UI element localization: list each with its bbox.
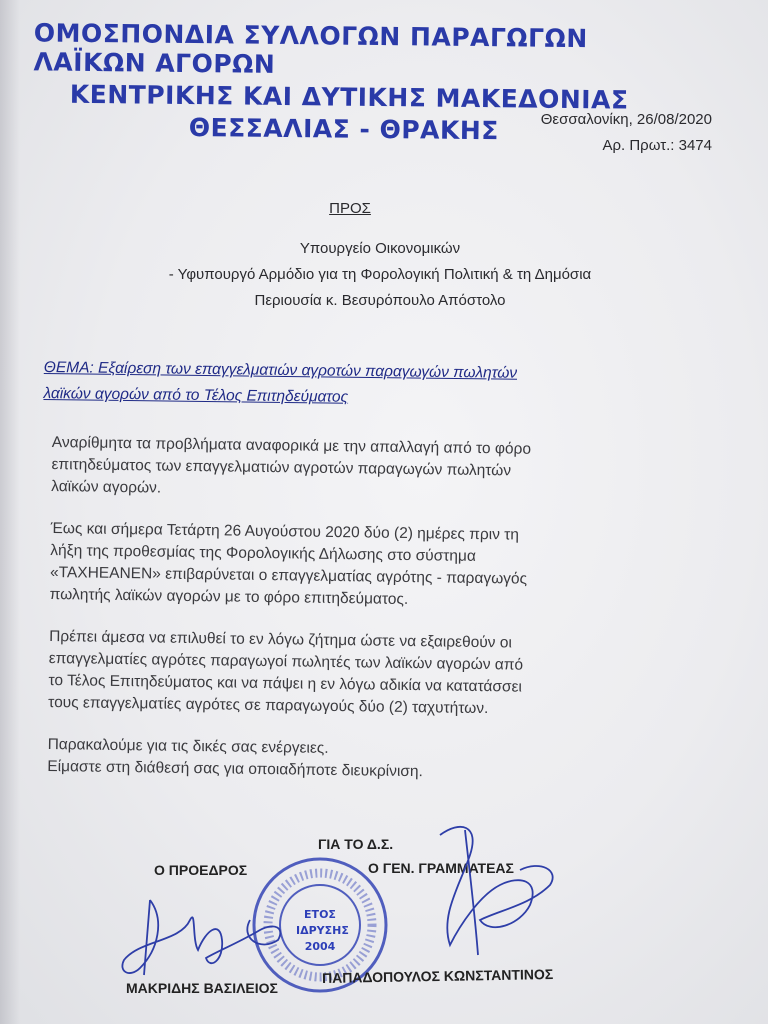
secretary-signature	[420, 815, 570, 965]
recipient-line-2: - Υφυπουργό Αρμόδιο για τη Φορολογική Πολιτική & τη Δημόσια	[168, 266, 592, 283]
stamp-line-2: ΙΔΡΥΣΗΣ	[296, 924, 349, 937]
body-line: Έως και σήμερα Τετάρτη 26 Αυγούστου 2020 δύο (2) ημέρες πριν τη	[50, 519, 520, 544]
body-line: πωλητής λαϊκών αγορών με το φόρο επιτηδεύματος.	[49, 585, 409, 608]
stamp-line-3: 2004	[304, 940, 336, 953]
letterhead-line-3: ΘΕΣΣΑΛΙΑΣ - ΘΡΑΚΗΣ	[188, 112, 499, 146]
subject-line-2: λαϊκών αγορών από το Τέλος Επιτηδεύματος	[43, 384, 349, 406]
body-line: τους επαγγελματίες αγρότες σε παραγωγούς δύο (2) ταχυτήτων.	[48, 693, 489, 718]
president-signature	[110, 880, 310, 990]
letter-body	[47, 432, 672, 807]
paragraph-1	[51, 432, 672, 507]
paragraph-3	[48, 626, 669, 723]
body-line: το Τέλος Επιτηδεύματος και να πάψει η εν λόγω αδικία να κατατάσσει	[48, 671, 523, 696]
recipient-block	[0, 236, 760, 314]
secretary-name: ΠΑΠΑΔΟΠΟΥΛΟΣ ΚΩΝΣΤΑΝΤΙΝΟΣ	[321, 965, 554, 987]
page-edge-shadow	[0, 0, 20, 1024]
body-line: Αναρίθμητα τα προβλήματα αναφορικά με την απαλλαγή από το φόρο	[51, 433, 532, 458]
recipient-heading: ΠΡΟΣ	[329, 200, 371, 217]
paragraph-4	[47, 734, 668, 787]
letterhead-line-1: ΟΜΟΣΠΟΝΔΙΑ ΣΥΛΛΟΓΩΝ ΠΑΡΑΓΩΓΩΝ ΛΑΪΚΩΝ ΑΓΟΡΩΝ	[33, 18, 588, 79]
president-title: Ο ΠΡΟΕΔΡΟΣ	[154, 862, 248, 878]
subject-line-1: ΘΕΜΑ: Εξαίρεση των επαγγελματιών αγροτών παραγωγών πωλητών	[43, 358, 518, 382]
body-line: Παρακαλούμε για τις δικές σας ενέργειες.	[47, 735, 329, 757]
stamp-line-1: ΕΤΟΣ	[304, 908, 336, 921]
body-line: λήξη της προθεσμίας της Φορολογικής Δήλωσης στο σύστημα	[50, 541, 476, 565]
body-line: «ΤΑΧΗΕΑΝΕΝ» επιβαρύνεται ο επαγγελματίας αγρότης - παραγωγός	[49, 563, 528, 588]
date-block	[541, 107, 712, 159]
subject-block	[43, 355, 684, 415]
recipient-line-1: Υπουργείο Οικονομικών	[299, 240, 461, 257]
letter-date: Θεσσαλονίκη, 26/08/2020	[540, 111, 712, 128]
body-line: επαγγελματίες αγρότες παραγωγοί πωλητές των λαϊκών αγορών από	[48, 649, 524, 674]
letterhead-line-2: ΚΕΝΤΡΙΚΗΣ ΚΑΙ ΔΥΤΙΚΗΣ ΜΑΚΕΔΟΝΙΑΣ	[69, 79, 629, 115]
body-line: επιτηδεύματος των επαγγελματιών αγροτών παραγωγών πωλητών	[51, 455, 512, 480]
body-line: λαϊκών αγορών.	[51, 477, 162, 497]
president-name: ΜΑΚΡΙΔΗΣ ΒΑΣΙΛΕΙΟΣ	[126, 980, 278, 996]
for-board-label: ΓΙΑ ΤΟ Δ.Σ.	[318, 836, 394, 852]
secretary-title: Ο ΓΕΝ. ΓΡΑΜΜΑΤΕΑΣ	[368, 860, 514, 876]
protocol-number: Αρ. Πρωτ.: 3474	[602, 137, 712, 154]
body-line: Είμαστε στη διάθεσή σας για οποιαδήποτε διευκρίνιση.	[47, 757, 423, 781]
body-line: Πρέπει άμεσα να επιλυθεί το εν λόγω ζήτημα ώστε να εξαιρεθούν οι	[49, 627, 512, 652]
recipient-line-3: Περιουσία κ. Βεσυρόπουλο Απόστολο	[254, 292, 506, 309]
paragraph-2	[50, 518, 671, 615]
